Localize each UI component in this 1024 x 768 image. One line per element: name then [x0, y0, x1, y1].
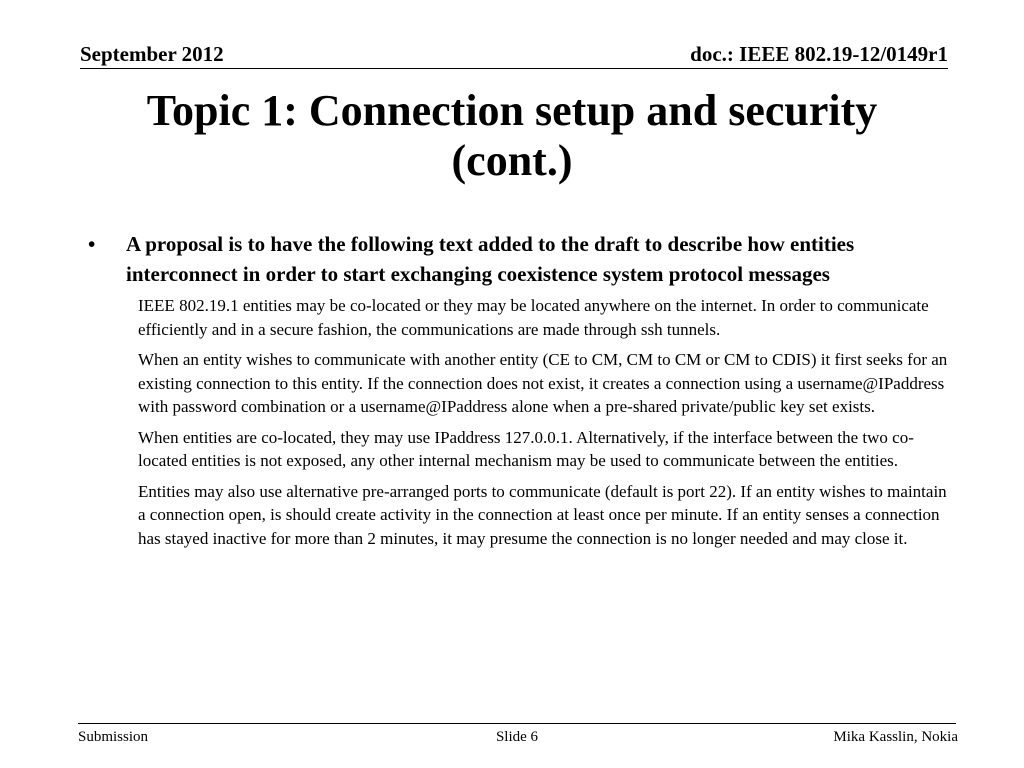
header-divider — [80, 68, 948, 69]
footer-divider — [78, 723, 956, 724]
proposal-paragraph-2: When an entity wishes to communicate with another entity (CE to CM, CM to CM or CM to CDIS) it first seeks for an existing connection to this entity. If the connection does not exist, it creates a connection using a username@IPaddress with password combination or a username@IPaddress alone when a pre-shared private/public key set exists. — [138, 350, 948, 416]
slide-title-line-1: Topic 1: Connection setup and security — [146, 86, 878, 135]
bullet-item — [84, 229, 950, 289]
bullet-text: A proposal is to have the following text added to the draft to describe how entities interconnect in order to start exchanging coexistence system protocol messages — [126, 232, 855, 286]
proposal-paragraph-3: When entities are co-located, they may use IPaddress 127.0.0.1. Alternatively, if the interface between the two co-located entities is not exposed, any other internal mechanism may be used to communicate between the entities. — [138, 427, 914, 470]
footer-submission: Submission — [78, 729, 149, 745]
bullet-icon: • — [88, 232, 96, 256]
footer-author: Mika Kasslin, Nokia — [833, 729, 958, 745]
slide-body — [84, 229, 950, 550]
header-date: September 2012 — [80, 42, 224, 66]
slide-title — [80, 86, 944, 186]
proposal-paragraph-4: Entities may also use alternative pre-arranged ports to communicate (default is port 22). If an entity wishes to maintain a connection open, is should create activity in the connection at least once per minute. If an entity senses a connection has stayed inactive for more than 2 minutes, it may presume the connection is no longer needed and may close it. — [138, 481, 947, 548]
slide-title-line-2: (cont.) — [451, 136, 573, 185]
proposal-paragraph-1: IEEE 802.19.1 entities may be co-located or they may be located anywhere on the internet. In order to communicate efficiently and in a secure fashion, the communications are made through ssh tunnels. — [138, 296, 929, 339]
footer-slide-number: Slide 6 — [495, 729, 539, 745]
header-doc-id: doc.: IEEE 802.19-12/0149r1 — [690, 42, 948, 66]
